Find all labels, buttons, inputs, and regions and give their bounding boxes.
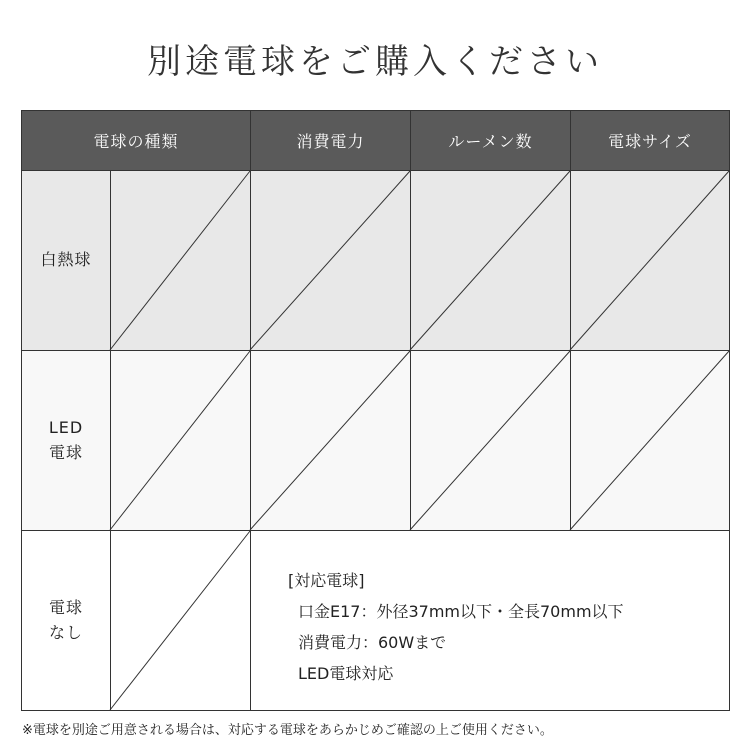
- header-size: [570, 110, 730, 171]
- row-incandescent-label: [21, 170, 111, 351]
- header-bulb-type: [21, 110, 251, 171]
- footnote: ※電球を別途ご用意される場合は、対応する電球をあらかじめご確認の上ご使用ください。: [22, 723, 553, 738]
- row-led-text: LED 電球: [48, 417, 84, 462]
- supported-bulb-led: LED電球対応: [298, 664, 394, 683]
- supported-bulb-power: 消費電力：60Wまで: [298, 633, 447, 652]
- supported-bulb-heading: [対応電球]: [288, 571, 365, 590]
- row-led-label: [21, 350, 111, 531]
- cell-incandescent-type: [110, 170, 251, 351]
- header-lumen: [410, 110, 571, 171]
- row-nobulb-label: [21, 530, 111, 711]
- header-bulb-type-label: 電球の種類: [93, 132, 179, 151]
- cell-led-lumen: [410, 350, 571, 531]
- cell-led-size: [570, 350, 730, 531]
- row-incandescent-text: 白熱球: [40, 250, 92, 270]
- cell-led-power: [250, 350, 411, 531]
- cell-led-type: [110, 350, 251, 531]
- cell-incandescent-power: [250, 170, 411, 351]
- cell-incandescent-lumen: [410, 170, 571, 351]
- cell-nobulb-type: [110, 530, 251, 711]
- header-power-label: 消費電力: [296, 132, 365, 151]
- supported-bulb-info: [288, 565, 624, 689]
- header-power: [250, 110, 411, 171]
- cell-incandescent-size: [570, 170, 730, 351]
- header-lumen-label: ルーメン数: [448, 132, 533, 151]
- row-nobulb-text: 電球 なし: [48, 597, 83, 642]
- header-size-label: 電球サイズ: [608, 132, 692, 151]
- page-title: 別途電球をご購入ください: [147, 42, 603, 82]
- supported-bulb-socket: 口金E17：外径37mm以下・全長70mm以下: [298, 602, 624, 621]
